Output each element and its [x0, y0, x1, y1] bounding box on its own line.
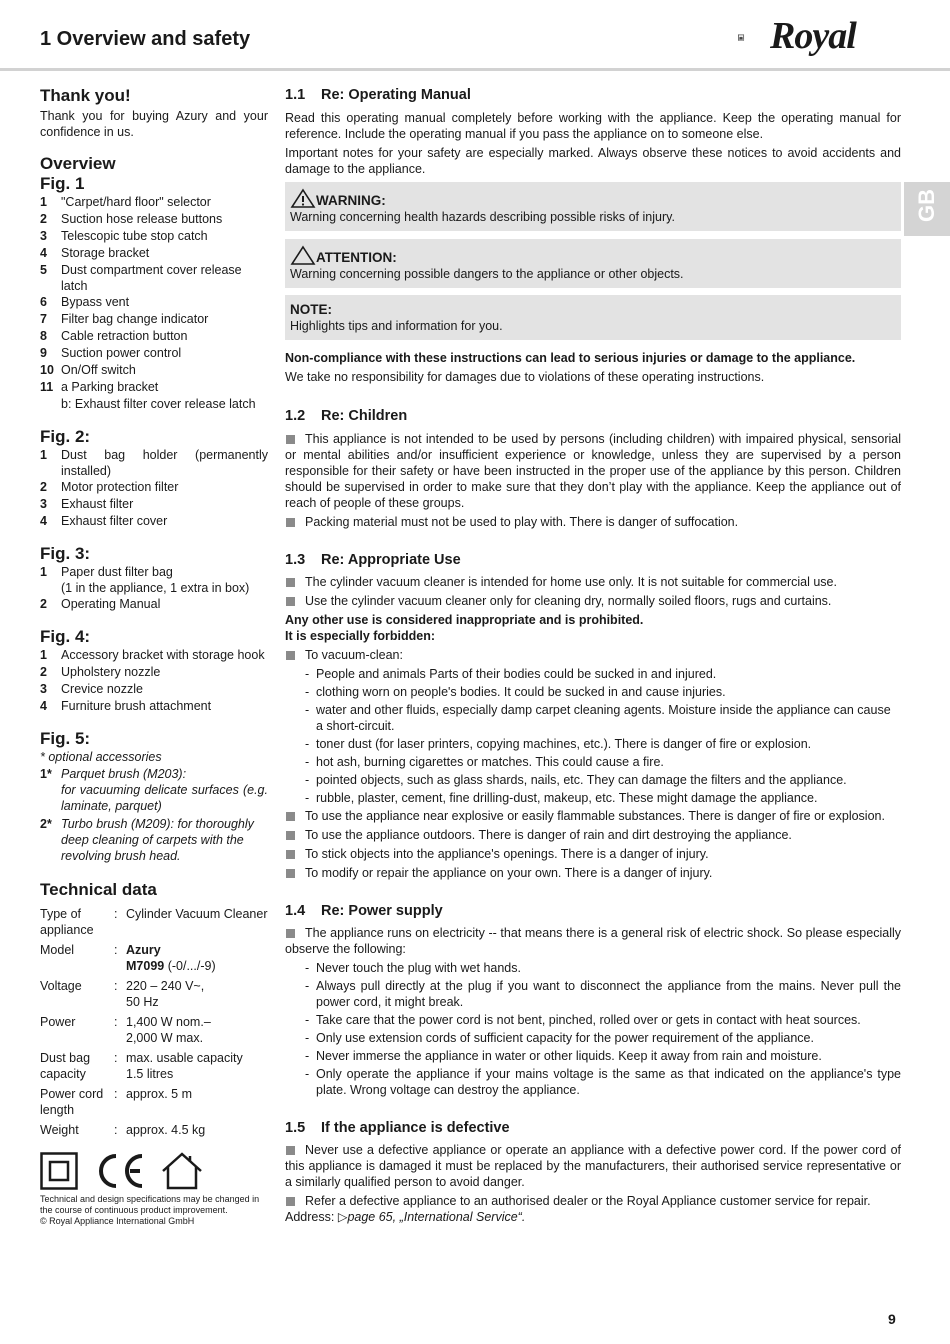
attention-box — [285, 239, 901, 288]
copyright: © Royal Appliance International GmbH — [40, 1216, 195, 1226]
language-tab — [904, 182, 950, 236]
list-item: 3 Exhaust filter — [40, 497, 134, 511]
section-1-4-heading: 1.4 Re: Power supply — [285, 903, 443, 919]
note-box — [285, 295, 901, 340]
list-item: - Never immerse the appliance in water or other liquids. Keep it away from rain and moisture. — [285, 1048, 901, 1064]
table-row: Voltage : 220 – 240 V~, 50 Hz — [40, 979, 205, 1009]
list-item: To stick objects into the appliance's openings. There is a danger of injury. — [285, 846, 901, 862]
list-item: Packing material must not be used to play with. There is danger of suffocation. — [285, 514, 901, 530]
section-1-3-heading: 1.3 Re: Appropriate Use — [285, 552, 461, 568]
list-item: This appliance is not intended to be used by persons (including children) with impaired physical, sensorial or mental abilities and/or insufficient experience or knowledge, unless they are supervised by a person responsible for their safety or have been instructed in the proper use of the appliance by this person. Children should be supervised in order to make sure that they don’t play with the appliance. Keep the appliance out of reach of people of these groups. — [285, 432, 901, 510]
royal-logo: Royal — [770, 15, 856, 57]
left-column — [40, 86, 268, 1227]
list-item: To modify or repair the appliance on your own. There is a danger of injury. — [285, 865, 901, 881]
attention-title: ATTENTION: — [316, 250, 397, 265]
list-item: Never use a defective appliance or operate an appliance with a defective power cord. If the power cord of this appliance is damaged it must be replaced by the manufacturers, their authorised service representative or a similarly qualified person to avoid danger. — [285, 1143, 901, 1189]
page-reference-link[interactable]: page 65, „International Service“. — [347, 1210, 526, 1224]
list-item: To use the appliance outdoors. There is danger of rain and dirt destroying the appliance. — [285, 827, 901, 843]
list-item: 2 Upholstery nozzle — [40, 665, 161, 679]
s11-paragraph-2: Important notes for your safety are especially marked. Always observe these notices to avoid accidents and damage to the appliance. — [285, 146, 901, 176]
page-number: 9 — [888, 1311, 896, 1327]
fig5-list — [40, 766, 268, 864]
prohibited-text: Any other use is considered inappropriate and is prohibited. — [285, 613, 644, 627]
royal-crown-icon — [738, 22, 770, 54]
list-item: 11 a Parking bracket b: Exhaust filter cover release latch — [40, 380, 256, 411]
table-row: Power cord length : approx. 5 m — [40, 1087, 193, 1117]
table-row: Power : 1,400 W nom.– 2,000 W max. — [40, 1015, 211, 1045]
list-item: 4 Storage bracket — [40, 246, 150, 260]
page-header — [0, 0, 950, 71]
list-item: 1 "Carpet/hard floor" selector — [40, 195, 211, 209]
warning-box — [285, 182, 901, 231]
list-item: - clothing worn on people's bodies. It could be sucked in and cause injuries. — [285, 684, 901, 700]
double-insulation-icon — [40, 1152, 78, 1190]
ce-mark-icon — [96, 1152, 146, 1190]
list-item: Use the cylinder vacuum cleaner only for cleaning dry, normally soiled floors, rugs and curtains. — [285, 593, 901, 609]
note-title: NOTE: — [290, 302, 332, 317]
table-row: Weight : approx. 4.5 kg — [40, 1123, 206, 1137]
non-compliance-text: Non-compliance with these instructions can lead to serious injuries or damage to the appliance. — [285, 351, 856, 365]
language-tab-label: GB — [914, 189, 939, 222]
list-item: 4 Furniture brush attachment — [40, 699, 212, 713]
section-1-5-heading: 1.5 If the appliance is defective — [285, 1120, 510, 1136]
list-item: 7 Filter bag change indicator — [40, 312, 209, 326]
list-item: - water and other fluids, especially damp carpet cleaning agents. Moisture inside the appliance can cause a short-circuit. — [285, 702, 901, 734]
s11-paragraph-1: Read this operating manual completely before working with the appliance. Keep the operating manual for reference. Include the operating manual if you pass the appliance on to someone else. — [285, 111, 901, 141]
list-item: - Always pull directly at the plug if you want to disconnect the appliance from the mains. Never pull the power cord, it might break. — [285, 978, 901, 1010]
section-1-2-heading: 1.2 Re: Children — [285, 408, 408, 424]
list-item: - hot ash, burning cigarettes or matches. This could cause a fire. — [285, 754, 901, 770]
list-item: 5 Dust compartment cover release latch — [40, 263, 242, 293]
list-item: - Take care that the power cord is not bent, pinched, rolled over or gets in contact with heat sources. — [285, 1012, 901, 1028]
fig2-list — [40, 447, 268, 530]
list-item: 8 Cable retraction button — [40, 329, 188, 343]
responsibility-text: We take no responsibility for damages due to violations of these operating instructions. — [285, 370, 765, 384]
fig4-list — [40, 647, 268, 715]
list-item: 1 Paper dust filter bag (1 in the appliance, 1 extra in box) — [40, 565, 250, 595]
warning-triangle-icon — [290, 188, 316, 208]
list-item: 2 Motor protection filter — [40, 480, 179, 494]
indoor-use-house-icon — [160, 1152, 204, 1190]
list-item: 3 Telescopic tube stop catch — [40, 229, 208, 243]
fig1-heading: Fig. 1 — [40, 174, 85, 193]
table-row: Model : Azury M7099 (-0/.../-9) — [40, 943, 216, 973]
list-item: - toner dust (for laser printers, copying machines, etc.). There is danger of fire or explosion. — [285, 736, 901, 752]
list-item: 1 Dust bag holder (permanently installed) — [40, 448, 268, 478]
forbidden-text: It is especially forbidden: — [285, 629, 436, 643]
fine-print: Technical and design specifications may be changed in the course of continuous product improvement. — [40, 1194, 260, 1215]
list-item: 9 Suction power control — [40, 346, 182, 360]
fig2-heading: Fig. 2: — [40, 427, 91, 446]
thanks-heading: Thank you! — [40, 86, 131, 105]
fig3-list — [40, 564, 268, 613]
fig5-heading: Fig. 5: — [40, 729, 91, 748]
fig1-list — [40, 194, 268, 413]
list-item: - Only use extension cords of sufficient capacity for the power requirement of the appliance. — [285, 1030, 901, 1046]
list-item: The cylinder vacuum cleaner is intended for home use only. It is not suitable for commercial use. — [285, 574, 901, 590]
certification-marks — [40, 1152, 268, 1192]
table-row: Dust bag capacity : max. usable capacity 1.5 litres — [40, 1051, 243, 1081]
list-item: 1* Parquet brush (M203): for vacuuming delicate surfaces (e.g. laminate, parquet) — [40, 767, 268, 813]
list-item: Refer a defective appliance to an authorised dealer or the Royal Appliance customer service for repair. Address: ▷page 65, „International Service“. — [285, 1194, 871, 1224]
overview-heading: Overview — [40, 154, 116, 173]
list-item: 4 Exhaust filter cover — [40, 514, 168, 528]
warning-text: Warning concerning health hazards describing possible risks of injury. — [290, 210, 675, 224]
thanks-text: Thank you for buying Azury and your confidence in us. — [40, 109, 268, 139]
list-item: 6 Bypass vent — [40, 295, 130, 309]
warning-title: WARNING: — [316, 193, 386, 208]
list-item: - pointed objects, such as glass shards, nails, etc. They can damage the filters and the appliance. — [285, 772, 901, 788]
fig5-note: * optional accessories — [40, 750, 162, 764]
list-item: 3 Crevice nozzle — [40, 682, 143, 696]
list-item: - Never touch the plug with wet hands. — [285, 960, 901, 976]
fig3-heading: Fig. 3: — [40, 544, 91, 563]
chapter-title: 1 Overview and safety — [40, 28, 251, 50]
tech-heading: Technical data — [40, 880, 157, 899]
attention-triangle-icon — [290, 245, 316, 265]
list-item: - Only operate the appliance if your mains voltage is the same as that indicated on the appliance's type plate. Wrong voltage can destroy the appliance. — [285, 1066, 901, 1098]
section-1-1-heading: 1.1 Re: Operating Manual — [285, 87, 471, 103]
tech-table — [40, 906, 268, 1142]
list-item: 1 Accessory bracket with storage hook — [40, 648, 265, 662]
list-item: The appliance runs on electricity -- that means there is a general risk of electric shock. So please especially observe the following: — [285, 926, 901, 956]
list-item: 2 Suction hose release buttons — [40, 212, 223, 226]
attention-text: Warning concerning possible dangers to the appliance or other objects. — [290, 267, 684, 281]
list-item: To use the appliance near explosive or easily flammable substances. There is danger of fire or explosion. — [285, 808, 901, 824]
right-column — [285, 86, 901, 1225]
list-item: To vacuum-clean: — [285, 647, 901, 663]
list-item: - rubble, plaster, cement, fine drilling-dust, makeup, etc. These might damage the appliance. — [285, 790, 901, 806]
list-item: 2* Turbo brush (M209): for thoroughly deep cleaning of carpets with the revolving brush head. — [40, 817, 254, 863]
list-item: 10 On/Off switch — [40, 363, 136, 377]
note-text: Highlights tips and information for you. — [290, 319, 503, 333]
list-item: - People and animals Parts of their bodies could be sucked in and injured. — [285, 666, 901, 682]
fig4-heading: Fig. 4: — [40, 627, 91, 646]
table-row: Type of appliance : Cylinder Vacuum Cleaner — [40, 907, 268, 937]
arrow-right-icon: ▷ — [337, 1210, 348, 1224]
list-item: 2 Operating Manual — [40, 597, 161, 611]
